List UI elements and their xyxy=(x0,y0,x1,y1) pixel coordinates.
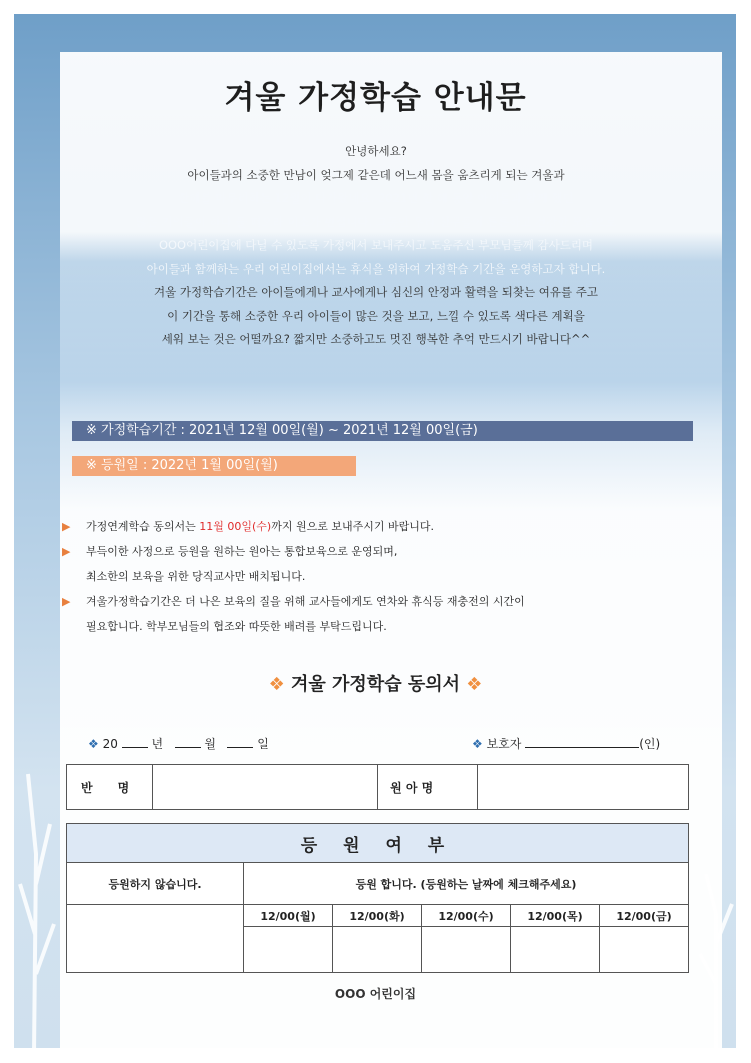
return-date-bar: ※ 등원일 : 2022년 1월 00일(월) xyxy=(72,456,356,476)
day-check-cell[interactable] xyxy=(422,927,511,973)
notice-text: 가정연계학습 동의서는 xyxy=(86,520,200,533)
day-column-header: 12/00(월) xyxy=(244,905,333,927)
bullet-arrow-icon: ▶ xyxy=(62,595,71,608)
class-name-input[interactable] xyxy=(152,765,377,810)
date-field xyxy=(88,735,269,752)
diamond-icon: ❖ xyxy=(466,674,483,695)
day-label: 일 xyxy=(257,737,269,751)
intro-line: 아이들과 함께하는 우리 어린이집에서는 휴식을 위하여 가정학습 기간을 운영하고자 합니다. xyxy=(146,261,606,276)
consent-title-text: 겨울 가정학습 동의서 xyxy=(290,674,461,695)
consent-form-title xyxy=(0,670,751,696)
intro-line: OOO어린이집에 다닐 수 있도록 가정에서 보내주시고 도움주신 부모님들께 감사드리며 xyxy=(158,238,594,252)
day-check-cell[interactable] xyxy=(600,927,689,973)
notice-text: 최소한의 보육을 위한 당직교사만 배치됩니다. xyxy=(86,570,306,583)
day-check-cell[interactable] xyxy=(511,927,600,973)
notice-text: 필요합니다. 학부모님들의 협조와 따뜻한 배려를 부탁드립니다. xyxy=(86,620,387,633)
day-blank[interactable] xyxy=(227,735,253,748)
guardian-signature-blank[interactable] xyxy=(525,735,639,748)
year-blank[interactable] xyxy=(122,735,148,748)
class-child-table xyxy=(66,764,689,810)
year-label: 년 xyxy=(151,737,164,751)
intro-line: 안녕하세요? xyxy=(345,144,407,158)
child-name-label: 원 아 명 xyxy=(378,765,477,810)
bullet-arrow-icon: ▶ xyxy=(62,520,71,533)
attendance-table xyxy=(66,823,689,973)
notice-item xyxy=(62,539,702,564)
notice-item-continued xyxy=(62,564,702,589)
intro-paragraph xyxy=(60,140,692,352)
page-title: 겨울 가정학습 안내문 xyxy=(224,80,527,116)
intro-line: 많은 기억들이 하나 둘 떠오라 미소가 번집니다. 그동안 우리 친구들이 튼튼하고 건강한 모습으로 xyxy=(135,214,617,229)
bullet-arrow-icon: ▶ xyxy=(62,545,71,558)
seal-label: (인) xyxy=(639,737,661,751)
diamond-icon: ❖ xyxy=(88,737,99,751)
no-attend-check-cell[interactable] xyxy=(67,905,244,973)
diamond-icon: ❖ xyxy=(472,737,483,751)
child-name-input[interactable] xyxy=(477,765,688,810)
intro-line: 한해를 마무리하는 12월이 다가왔네요. 2021년 한 해 동안 아이들과 함께 했던 xyxy=(178,191,574,205)
day-check-cell[interactable] xyxy=(244,927,333,973)
day-column-header: 12/00(화) xyxy=(333,905,422,927)
day-check-cell[interactable] xyxy=(333,927,422,973)
notice-item xyxy=(62,589,702,614)
month-label: 월 xyxy=(204,737,216,751)
attendance-header: 등 원 여 부 xyxy=(67,824,689,863)
notice-text: 겨울가정학습기간은 더 나은 보육의 질을 위해 교사들에게도 연차와 휴식등 재충전의 시간이 xyxy=(86,595,525,608)
intro-line: 이 기간을 통해 소중한 우리 아이들이 많은 것을 보고, 느낄 수 있도록 색다른 계획을 xyxy=(167,308,585,323)
intro-line: 세워 보는 것은 어떨까요? 짧지만 소중하고도 멋진 행복한 추억 만드시기 바랍니다^^ xyxy=(161,332,591,346)
learning-period-bar: ※ 가정학습기간 : 2021년 12월 00일(월) ~ 2021년 12월 00일(금) xyxy=(72,421,693,441)
guardian-label: 보호자 xyxy=(486,737,522,751)
day-column-header: 12/00(금) xyxy=(600,905,689,927)
notice-item-continued xyxy=(62,614,702,639)
notice-item xyxy=(62,514,702,539)
notice-list xyxy=(62,514,702,639)
guardian-field xyxy=(472,735,660,752)
year-prefix: 20 xyxy=(102,737,118,751)
attend-label: 등원 합니다. (등원하는 날짜에 체크해주세요) xyxy=(244,863,689,905)
no-attend-label: 등원하지 않습니다. xyxy=(67,863,244,905)
class-name-label: 반 명 xyxy=(67,765,153,810)
notice-text: 부득이한 사정으로 등원을 원하는 원아는 통합보육으로 운영되며, xyxy=(86,545,398,558)
diamond-icon: ❖ xyxy=(268,674,285,695)
day-column-header: 12/00(수) xyxy=(422,905,511,927)
month-blank[interactable] xyxy=(175,735,201,748)
footer-daycare-name: OOO 어린이집 xyxy=(334,987,417,1001)
intro-line: 겨울 가정학습기간은 아이들에게나 교사에게나 심신의 안정과 활력을 되찾는 여유를 주고 xyxy=(154,285,598,299)
day-column-header: 12/00(목) xyxy=(511,905,600,927)
deadline-date: 11월 00일(수) xyxy=(199,520,272,533)
notice-text: 까지 원으로 보내주시기 바랍니다. xyxy=(271,520,434,533)
intro-line: 아이들과의 소중한 만남이 엊그제 같은데 어느새 몸을 움츠리게 되는 겨울과 xyxy=(187,167,565,182)
